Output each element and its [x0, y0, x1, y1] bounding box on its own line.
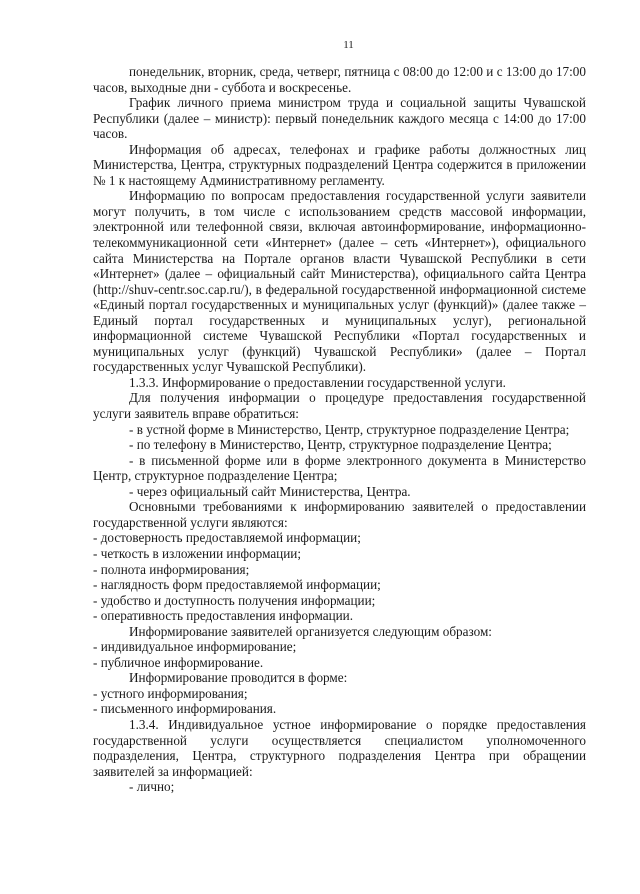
page-number: 11 — [343, 39, 354, 51]
list-item: - оперативность предоставления информации. — [93, 608, 354, 624]
paragraph-minister-reception: График личного приема министром труда и социальной защиты Чувашской Республики (далее – министр): первый понедельник каждого месяца с 14:00 до 17:00 часов. — [93, 95, 586, 142]
paragraph-how-to-apply: Для получения информации о процедуре предоставления государственной услуги заявитель вправе обратиться: — [93, 390, 586, 422]
paragraph-contacts-appendix: Информация об адресах, телефонах и графике работы должностных лиц Министерства, Центра, структурных подразделений Центра содержится в приложении № 1 к настоящему Административному регламенту. — [93, 141, 586, 188]
list-item: - лично; — [129, 779, 175, 795]
paragraph-requirements: Основными требованиями к информированию заявителей о предоставлении государственной услуги являются: — [93, 499, 586, 530]
list-item: - в устной форме в Министерство, Центр, структурное подразделение Центра; — [129, 421, 570, 437]
list-item: - полнота информирования; — [93, 561, 250, 577]
paragraph-organization: Информирование заявителей организуется следующим образом: — [129, 623, 492, 639]
list-item: - наглядность форм предоставляемой информации; — [93, 577, 381, 593]
list-item: - удобство и доступность получения информации; — [93, 592, 376, 608]
list-item: - в письменной форме или в форме электронного документа в Министерство Центр, структурное подразделение Центра; — [93, 452, 586, 484]
section-heading-1-3-4: 1.3.4. Индивидуальное устное информирование о порядке предоставления государственной услуги осуществляется специалистом уполномоченного подразделения, Центра, структурного подразделения Центра при обращении заявителей за информацией: — [93, 716, 586, 779]
document-body — [93, 64, 586, 795]
section-heading-1-3-3: 1.3.3. Информирование о предоставлении государственной услуги. — [129, 374, 506, 390]
list-item: - через официальный сайт Министерства, Центра. — [129, 483, 411, 499]
list-item: - четкость в изложении информации; — [93, 545, 302, 561]
paragraph-schedule-days: понедельник, вторник, среда, четверг, пятница с 08:00 до 12:00 и с 13:00 до 17:00 часов, выходные дни - суббота и воскресенье. — [93, 64, 586, 95]
list-item: - письменного информирования. — [93, 701, 277, 717]
paragraph-info-sources: Информацию по вопросам предоставления государственной услуги заявители могут получить, в том числе с использованием средств массовой информации, электронной или телефонной связи, включая автоинформирование, информационно-телекоммуникационной сети «Интернет» (далее – сеть «Интернет»), официального сайта Министерства на Портале органов власти Чувашской Республики в сети «Интернет» (далее – официальный сайт Министерства), официального сайта Центра (http://shuv-centr.soc.cap.ru/), в федеральной государственной информационной системе «Единый портал государственных и муниципальных услуг (функций)» (далее также – Единый портал государственных и муниципальных услуг), региональной информационной системе Чувашской Республики «Портал государственных и муниципальных услуг (функций) Чувашской Республики» (далее – Портал государственных услуг Чувашской Республики). — [93, 188, 586, 375]
list-item: - по телефону в Министерство, Центр, структурное подразделение Центра; — [129, 437, 552, 453]
list-item: - публичное информирование. — [93, 654, 264, 670]
list-item: - индивидуальное информирование; — [93, 639, 297, 655]
list-item: - достоверность предоставляемой информации; — [93, 530, 361, 546]
paragraph-form: Информирование проводится в форме: — [129, 670, 348, 686]
list-item: - устного информирования; — [93, 685, 248, 701]
